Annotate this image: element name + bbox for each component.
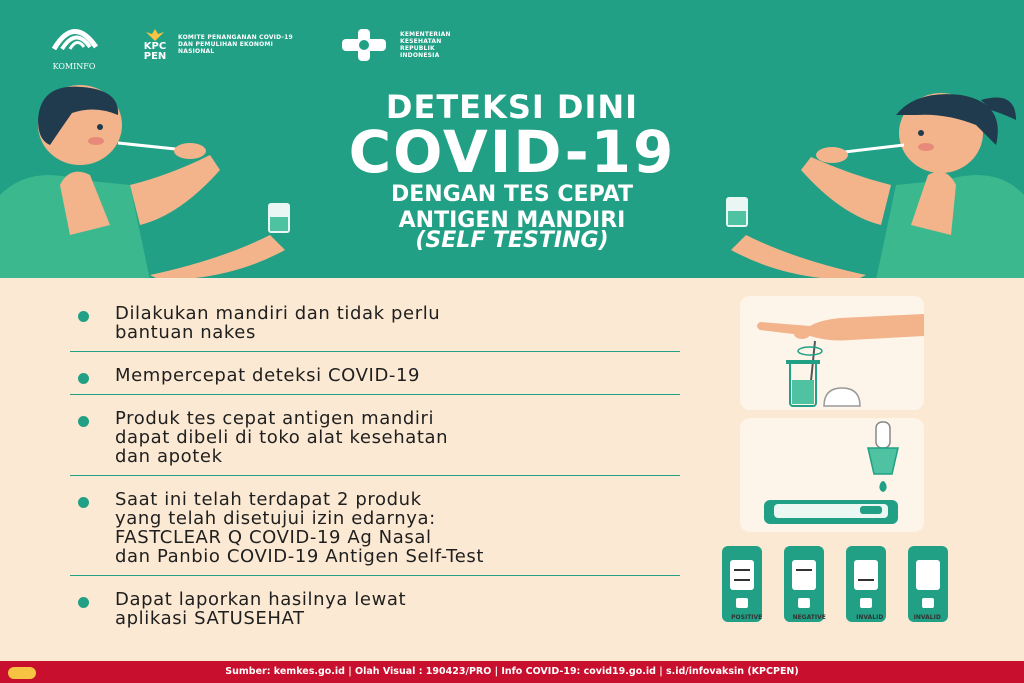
header-banner bbox=[0, 0, 1024, 278]
line: bantuan nakes bbox=[115, 322, 256, 343]
line: yang telah disetujui izin edarnya: bbox=[115, 508, 436, 529]
footer-source-text: Sumber: kemkes.go.id | Olah Visual : 190423/PRO | Info COVID-19: covid19.go.id | s.id/infovaksin (KPCPEN) bbox=[225, 666, 799, 677]
bullet-icon bbox=[78, 416, 89, 427]
test-cassette-invalid-1 bbox=[846, 546, 886, 622]
person-left-illustration bbox=[0, 85, 300, 278]
kpcpen-text: KOMITE PENANGANAN COVID-19 DAN PEMULIHAN EKONOMI NASIONAL bbox=[178, 34, 293, 55]
bullet-icon bbox=[78, 311, 89, 322]
list-item bbox=[70, 362, 680, 395]
label-invalid: INVALID bbox=[913, 614, 941, 621]
line: aplikasi SATUSEHAT bbox=[115, 608, 305, 629]
list-item bbox=[70, 300, 680, 352]
label-negative: NEGATIVE bbox=[792, 614, 826, 621]
label-invalid: INVALID bbox=[856, 614, 884, 621]
footer-bar bbox=[0, 661, 1024, 683]
list-item-text bbox=[115, 366, 420, 385]
subtitle-self-testing: (SELF TESTING) bbox=[415, 228, 609, 253]
line: Dilakukan mandiri dan tidak perlu bbox=[115, 303, 441, 324]
subtitle-line1: DENGAN TES CEPAT bbox=[391, 182, 633, 207]
line: dan apotek bbox=[115, 446, 223, 467]
kominfo-icon bbox=[46, 18, 102, 58]
kominfo-logo bbox=[46, 18, 102, 71]
line: dan Panbio COVID-19 Antigen Self-Test bbox=[115, 546, 485, 567]
kominfo-caption: KOMINFO bbox=[52, 62, 96, 71]
list-item-text bbox=[115, 490, 484, 566]
kemenkes-icon bbox=[334, 27, 394, 63]
logo-row bbox=[46, 18, 462, 71]
swab-tube-illustration bbox=[740, 296, 924, 410]
list-item-text bbox=[115, 590, 406, 628]
person-right-illustration bbox=[716, 85, 1024, 278]
test-cassette-invalid-2 bbox=[908, 546, 948, 622]
line: Mempercepat deteksi COVID-19 bbox=[115, 365, 421, 386]
line: FASTCLEAR Q COVID-19 Ag Nasal bbox=[115, 527, 432, 548]
subtitle-line2: ANTIGEN MANDIRI bbox=[398, 208, 626, 233]
list-item bbox=[70, 486, 680, 576]
list-item bbox=[70, 586, 680, 637]
line: Produk tes cepat antigen mandiri bbox=[115, 408, 435, 429]
kemenkes-logo bbox=[334, 27, 462, 63]
line: Dapat laporkan hasilnya lewat bbox=[115, 589, 407, 610]
title-covid19: COVID-19 bbox=[348, 118, 676, 186]
bullet-icon bbox=[78, 597, 89, 608]
kemenkes-text: KEMENTERIAN KESEHATAN REPUBLIK INDONESIA bbox=[400, 30, 451, 59]
test-cassette-positive bbox=[722, 546, 762, 622]
bullet-icon bbox=[78, 497, 89, 508]
list-item-text bbox=[115, 409, 448, 466]
list-item bbox=[70, 405, 680, 476]
kpcpen-logo bbox=[138, 28, 298, 62]
line: dapat dibeli di toko alat kesehatan bbox=[115, 427, 449, 448]
info-list bbox=[70, 300, 680, 647]
dropper-device-illustration bbox=[740, 418, 924, 532]
bullet-icon bbox=[78, 373, 89, 384]
footer-accent bbox=[8, 667, 36, 679]
title-deteksi-dini: DETEKSI DINI bbox=[385, 88, 639, 126]
line: Saat ini telah terdapat 2 produk bbox=[115, 489, 422, 510]
kpcpen-mark: KPC PEN bbox=[143, 40, 167, 62]
list-item-text bbox=[115, 304, 440, 342]
label-positive: POSITIVE bbox=[731, 614, 763, 621]
test-cassette-negative bbox=[784, 546, 824, 622]
test-result-labels bbox=[716, 614, 956, 621]
garuda-icon bbox=[145, 28, 165, 42]
